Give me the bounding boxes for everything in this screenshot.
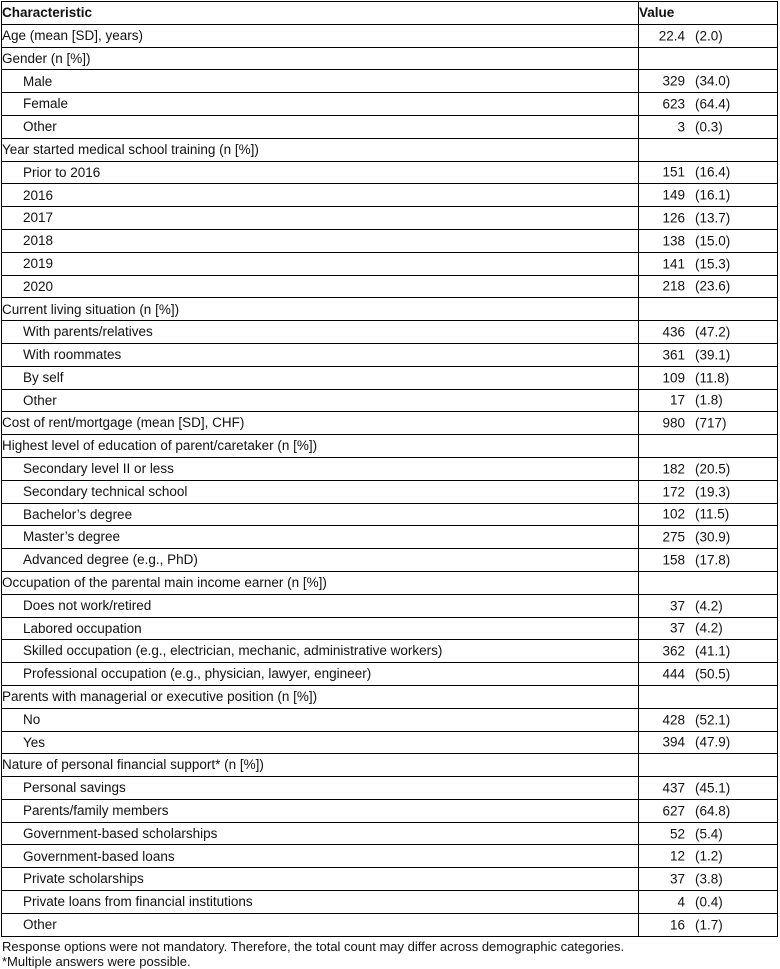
- table-row: [2, 708, 778, 731]
- row-label: Parents with managerial or executive position (n [%]): [2, 685, 639, 708]
- value-percent: (1.8): [695, 392, 723, 408]
- table-row: [2, 161, 778, 184]
- row-sublabel: Bachelor’s degree: [2, 503, 639, 526]
- row-value: [639, 435, 778, 458]
- value-percent: (717): [695, 415, 727, 431]
- value-count: 437: [662, 780, 685, 796]
- value-count: 138: [662, 233, 685, 249]
- value-percent: (45.1): [695, 780, 731, 796]
- value-percent: (20.5): [695, 461, 731, 477]
- value-count: 102: [662, 506, 685, 522]
- row-sublabel: 2019: [2, 252, 639, 275]
- row-label: Age (mean [SD], years): [2, 24, 639, 47]
- row-value: [639, 115, 778, 138]
- row-sublabel: Male: [2, 70, 639, 93]
- table-row: [2, 891, 778, 914]
- row-value: [639, 913, 778, 936]
- value-count: 980: [662, 415, 685, 431]
- row-value: [639, 754, 778, 777]
- row-value: [639, 298, 778, 321]
- row-sublabel: By self: [2, 366, 639, 389]
- table-row: [2, 571, 778, 594]
- row-sublabel: Does not work/retired: [2, 594, 639, 617]
- table-row: [2, 115, 778, 138]
- table-row: [2, 252, 778, 275]
- row-sublabel: Private scholarships: [2, 868, 639, 891]
- table-row: [2, 685, 778, 708]
- row-sublabel: 2020: [2, 275, 639, 298]
- row-value: [639, 24, 778, 47]
- table-row: [2, 640, 778, 663]
- value-percent: (13.7): [695, 210, 731, 226]
- value-percent: (30.9): [695, 529, 731, 545]
- row-sublabel: Prior to 2016: [2, 161, 639, 184]
- value-percent: (50.5): [695, 666, 731, 682]
- value-count: 275: [662, 529, 685, 545]
- table-row: [2, 389, 778, 412]
- row-value: [639, 412, 778, 435]
- value-percent: (1.7): [695, 917, 723, 933]
- table-row: [2, 321, 778, 344]
- row-value: [639, 891, 778, 914]
- table-row: [2, 343, 778, 366]
- value-count: 109: [662, 369, 685, 385]
- value-percent: (3.8): [695, 871, 723, 887]
- row-label: Year started medical school training (n [%]): [2, 138, 639, 161]
- row-sublabel: With parents/relatives: [2, 321, 639, 344]
- value-count: 4: [677, 894, 685, 910]
- value-count: 627: [662, 803, 685, 819]
- value-count: 172: [662, 483, 685, 499]
- value-count: 17: [669, 392, 685, 408]
- table-row: [2, 47, 778, 70]
- row-sublabel: Secondary level II or less: [2, 457, 639, 480]
- value-count: 3: [677, 119, 685, 135]
- value-count: 12: [669, 848, 685, 864]
- row-value: [639, 480, 778, 503]
- table-row: [2, 777, 778, 800]
- table-row: [2, 526, 778, 549]
- row-value: [639, 138, 778, 161]
- row-label: Current living situation (n [%]): [2, 298, 639, 321]
- row-sublabel: Personal savings: [2, 777, 639, 800]
- value-percent: (16.4): [695, 164, 731, 180]
- row-value: [639, 457, 778, 480]
- table-row: [2, 70, 778, 93]
- row-sublabel: Advanced degree (e.g., PhD): [2, 549, 639, 572]
- table-row: [2, 366, 778, 389]
- table-row: [2, 275, 778, 298]
- table-row: [2, 412, 778, 435]
- footnote-line: Response options were not mandatory. Therefore, the total count may differ across demographic categories.: [2, 938, 625, 954]
- value-percent: (15.0): [695, 233, 731, 249]
- value-count: 126: [662, 210, 685, 226]
- row-value: [639, 571, 778, 594]
- value-count: 218: [662, 278, 685, 294]
- value-percent: (16.1): [695, 187, 731, 203]
- row-value: [639, 777, 778, 800]
- row-sublabel: Private loans from financial institutions: [2, 891, 639, 914]
- row-value: [639, 594, 778, 617]
- value-percent: (4.2): [695, 597, 723, 613]
- value-percent: (39.1): [695, 347, 731, 363]
- row-sublabel: Skilled occupation (e.g., electrician, mechanic, administrative workers): [2, 640, 639, 663]
- header-row: [2, 2, 778, 25]
- row-sublabel: Parents/family members: [2, 799, 639, 822]
- value-count: 16: [669, 917, 685, 933]
- value-percent: (64.8): [695, 803, 731, 819]
- table-row: [2, 799, 778, 822]
- row-sublabel: Labored occupation: [2, 617, 639, 640]
- table-row: [2, 594, 778, 617]
- value-percent: (47.9): [695, 734, 731, 750]
- value-count: 37: [669, 597, 685, 613]
- value-percent: (1.2): [695, 848, 723, 864]
- table-row: [2, 549, 778, 572]
- row-value: [639, 275, 778, 298]
- row-value: [639, 207, 778, 230]
- row-value: [639, 822, 778, 845]
- value-count: 329: [662, 73, 685, 89]
- value-percent: (19.3): [695, 483, 731, 499]
- table-row: [2, 298, 778, 321]
- row-label: Occupation of the parental main income earner (n [%]): [2, 571, 639, 594]
- row-value: [639, 343, 778, 366]
- row-label: Gender (n [%]): [2, 47, 639, 70]
- row-value: [639, 252, 778, 275]
- value-percent: (0.4): [695, 894, 723, 910]
- row-sublabel: Secondary technical school: [2, 480, 639, 503]
- table-row: [2, 913, 778, 936]
- row-value: [639, 229, 778, 252]
- value-percent: (17.8): [695, 552, 731, 568]
- row-value: [639, 799, 778, 822]
- value-count: 182: [662, 461, 685, 477]
- row-value: [639, 93, 778, 116]
- row-sublabel: Government-based loans: [2, 845, 639, 868]
- value-count: 428: [662, 711, 685, 727]
- table-row: [2, 457, 778, 480]
- table-row: [2, 822, 778, 845]
- value-count: 158: [662, 552, 685, 568]
- row-sublabel: Yes: [2, 731, 639, 754]
- row-value: [639, 389, 778, 412]
- table-row: [2, 754, 778, 777]
- table-footnote: [1, 939, 760, 969]
- table-row: [2, 663, 778, 686]
- table-row: [2, 138, 778, 161]
- column-header-characteristic: Characteristic: [2, 2, 639, 25]
- row-sublabel: 2016: [2, 184, 639, 207]
- row-sublabel: With roommates: [2, 343, 639, 366]
- document: [1, 1, 777, 969]
- row-sublabel: Professional occupation (e.g., physician, lawyer, engineer): [2, 663, 639, 686]
- table-row: [2, 731, 778, 754]
- table-header: [2, 2, 778, 25]
- value-percent: (64.4): [695, 96, 731, 112]
- value-count: 436: [662, 324, 685, 340]
- row-value: [639, 503, 778, 526]
- row-sublabel: 2018: [2, 229, 639, 252]
- row-sublabel: Female: [2, 93, 639, 116]
- table-row: [2, 207, 778, 230]
- row-sublabel: Other: [2, 913, 639, 936]
- row-label: Highest level of education of parent/caretaker (n [%]): [2, 435, 639, 458]
- row-value: [639, 47, 778, 70]
- table-row: [2, 617, 778, 640]
- row-value: [639, 321, 778, 344]
- row-sublabel: Master’s degree: [2, 526, 639, 549]
- value-percent: (11.5): [695, 506, 730, 522]
- row-label: Cost of rent/mortgage (mean [SD], CHF): [2, 412, 639, 435]
- value-count: 37: [669, 871, 685, 887]
- row-sublabel: Other: [2, 115, 639, 138]
- value-count: 141: [662, 255, 685, 271]
- column-header-value: Value: [639, 2, 778, 25]
- row-value: [639, 184, 778, 207]
- row-value: [639, 526, 778, 549]
- row-sublabel: 2017: [2, 207, 639, 230]
- row-sublabel: Other: [2, 389, 639, 412]
- row-sublabel: No: [2, 708, 639, 731]
- value-percent: (34.0): [695, 73, 731, 89]
- value-percent: (4.2): [695, 620, 723, 636]
- value-percent: (52.1): [695, 711, 731, 727]
- value-count: 37: [669, 620, 685, 636]
- row-value: [639, 663, 778, 686]
- table-row: [2, 480, 778, 503]
- table-row: [2, 184, 778, 207]
- row-value: [639, 868, 778, 891]
- row-value: [639, 708, 778, 731]
- row-value: [639, 161, 778, 184]
- row-value: [639, 366, 778, 389]
- value-count: 362: [662, 643, 685, 659]
- value-percent: (23.6): [695, 278, 731, 294]
- row-sublabel: Government-based scholarships: [2, 822, 639, 845]
- row-value: [639, 685, 778, 708]
- value-count: 22.4: [658, 27, 685, 43]
- row-value: [639, 731, 778, 754]
- row-value: [639, 640, 778, 663]
- value-percent: (0.3): [695, 119, 723, 135]
- value-count: 361: [662, 347, 685, 363]
- value-percent: (15.3): [695, 255, 731, 271]
- footnote-line: *Multiple answers were possible.: [2, 953, 191, 969]
- value-count: 444: [662, 666, 685, 682]
- table-row: [2, 503, 778, 526]
- table-row: [2, 868, 778, 891]
- value-percent: (47.2): [695, 324, 731, 340]
- table-row: [2, 845, 778, 868]
- value-count: 149: [662, 187, 685, 203]
- row-value: [639, 845, 778, 868]
- value-count: 151: [662, 164, 685, 180]
- table-row: [2, 24, 778, 47]
- row-value: [639, 617, 778, 640]
- value-count: 394: [662, 734, 685, 750]
- value-count: 52: [669, 825, 685, 841]
- row-value: [639, 70, 778, 93]
- table-body: [2, 24, 778, 936]
- demographics-table: [1, 1, 778, 937]
- row-value: [639, 549, 778, 572]
- table-row: [2, 435, 778, 458]
- table-row: [2, 93, 778, 116]
- row-label: Nature of personal financial support* (n [%]): [2, 754, 639, 777]
- value-percent: (11.8): [695, 369, 730, 385]
- value-percent: (2.0): [695, 27, 723, 43]
- value-count: 623: [662, 96, 685, 112]
- value-percent: (5.4): [695, 825, 723, 841]
- table-row: [2, 229, 778, 252]
- value-percent: (41.1): [695, 643, 731, 659]
